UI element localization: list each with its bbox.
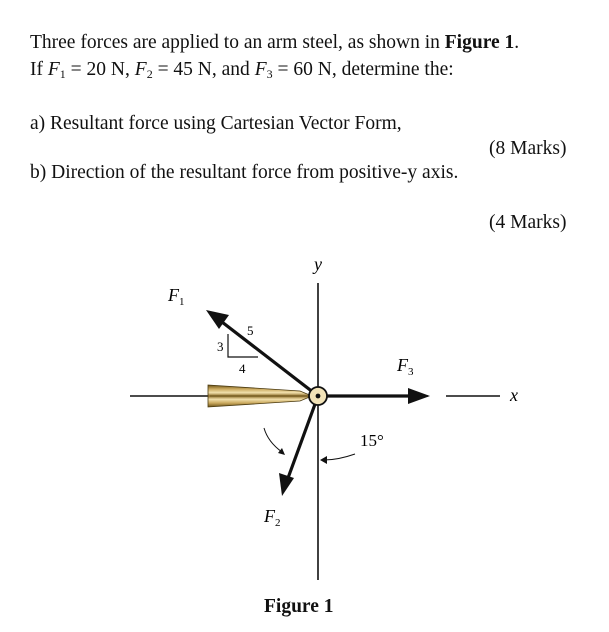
f3-label: $F_3$ bbox=[397, 355, 414, 378]
angle-arc-left-arrow bbox=[278, 448, 285, 455]
angle-arc-right bbox=[324, 454, 355, 460]
f2-symbol: F bbox=[134, 59, 147, 80]
y-axis-label: y bbox=[314, 254, 322, 274]
figure-reference: Figure 1 bbox=[444, 32, 515, 53]
marks-a: (8 Marks) bbox=[489, 138, 567, 159]
part-a-text: a) Resultant force using Cartesian Vector Form, bbox=[30, 113, 402, 134]
f2-arrow-shaft bbox=[288, 396, 318, 478]
triangle-hypotenuse-label: 5 bbox=[247, 323, 254, 338]
angle-arc-left bbox=[264, 428, 282, 452]
triangle-horizontal-label: 4 bbox=[239, 361, 246, 376]
f1-arrow-shaft bbox=[222, 322, 318, 396]
f3-subscript: 3 bbox=[266, 67, 273, 81]
f2-value: = 45 N, and bbox=[157, 59, 250, 80]
marks-b: (4 Marks) bbox=[489, 212, 567, 233]
triangle-vertical-label: 3 bbox=[217, 339, 224, 354]
f2-arrow-head bbox=[279, 473, 294, 496]
figure-caption: Figure 1 bbox=[264, 596, 334, 617]
part-b-text: b) Direction of the resultant force from positive-y axis. bbox=[30, 162, 459, 183]
f1-value: = 20 N, bbox=[70, 59, 130, 80]
f1-symbol: F bbox=[47, 59, 60, 80]
f3-symbol: F bbox=[254, 59, 267, 80]
if-text: If bbox=[30, 59, 43, 80]
problem-intro-text: Three forces are applied to an arm steel, as shown in bbox=[30, 32, 440, 53]
pin-center bbox=[316, 394, 321, 399]
f2-subscript: 2 bbox=[146, 67, 153, 81]
period: . bbox=[514, 32, 520, 53]
f1-label: $F_1$ bbox=[168, 285, 185, 308]
f1-subscript: 1 bbox=[59, 67, 66, 81]
f2-label: $F_2$ bbox=[264, 506, 281, 529]
angle-arc-right-arrow bbox=[320, 456, 327, 464]
angle-label: 15° bbox=[360, 431, 384, 450]
f3-value: = 60 N, determine the: bbox=[277, 59, 454, 80]
f3-arrow-head bbox=[408, 388, 430, 404]
x-axis-label: x bbox=[510, 385, 518, 405]
